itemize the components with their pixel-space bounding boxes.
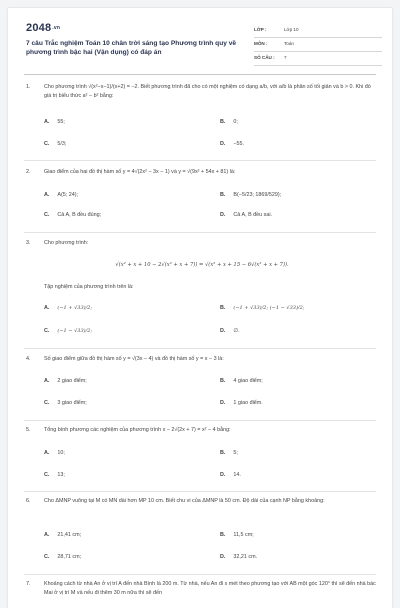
option-d[interactable]: D. 14. <box>220 472 241 478</box>
question-text: Cho phương trình √(x²−x−1)/(x+2) = −2. Biết phương trình đã cho có một nghiệm có dạng a/b, với a/b là phân số tối giản và b > 0. Khi đó giá trị biểu thức a² − b² bằng: <box>44 84 371 99</box>
question-text: Khoảng cách từ nhà An ở vị trí A đến nhà Bình là 200 m. Từ nhà, nếu An đi x mét theo phương tạo với AB một góc 120° thì sẽ đến nhà bác Mai ở vị trí M và nếu đi thêm 30 m nữa thì sẽ đến <box>44 581 376 596</box>
question-number: 4. <box>26 356 31 362</box>
question-number: 3. <box>26 240 31 246</box>
option-c[interactable]: C. 5/3; <box>44 141 67 147</box>
header-divider <box>24 74 376 75</box>
question-divider <box>24 420 376 421</box>
option-b[interactable]: B. 5; <box>220 450 238 456</box>
meta-table <box>254 24 382 66</box>
meta-value: Toán <box>284 41 294 46</box>
option-a[interactable]: A. A(5; 24); <box>44 192 79 198</box>
option-d[interactable]: D. ∅. <box>220 328 240 334</box>
question-subtext: Tập nghiệm của phương trình trên là: <box>44 284 134 290</box>
meta-value: Lớp 10 <box>284 27 299 32</box>
meta-value: 7 <box>284 55 287 60</box>
option-d[interactable]: D. −55. <box>220 141 245 147</box>
document-page <box>8 8 392 608</box>
option-b[interactable]: B. B(−5/23; 1869/529); <box>220 192 282 198</box>
option-a[interactable]: A. 10; <box>44 450 65 456</box>
option-c[interactable]: C. 3 giao điểm; <box>44 400 87 406</box>
question-divider <box>24 160 376 161</box>
option-a[interactable]: A. 55; <box>44 119 65 125</box>
meta-key: SỐ CÂU : <box>254 55 275 60</box>
question-text: Số giao điểm giữa đồ thị hàm số y = √(3x − 4) và đồ thị hàm số y = x − 3 là: <box>44 356 224 362</box>
option-c[interactable]: C. Cả A, B đều đúng; <box>44 212 102 218</box>
question-text: Cho phương trình: <box>44 240 89 246</box>
question-text: Cho ΔMNP vuông tại M có MN dài hơn MP 10 cm. Biết chu vi của ΔMNP là 50 cm. Độ dài của cạnh NP bằng khoảng: <box>44 498 325 504</box>
meta-row-count <box>254 52 382 66</box>
question-divider <box>24 491 376 492</box>
question-text: Giao điểm của hai đồ thị hàm số y = 4√(2x² − 3x − 1) và y = √(9x² + 54x + 81) là: <box>44 169 236 175</box>
question-divider <box>24 348 376 349</box>
option-b[interactable]: B. 4 giao điểm; <box>220 378 263 384</box>
meta-key: LỚP : <box>254 27 267 32</box>
question-divider <box>24 232 376 233</box>
site-logo[interactable]: 2048.vn <box>26 22 61 34</box>
question-number: 1. <box>26 84 31 90</box>
option-c[interactable]: C. 28,71 cm; <box>44 554 82 560</box>
option-a[interactable]: A. (−1 + √33)/2; <box>44 305 93 311</box>
question-number: 2. <box>26 169 31 175</box>
option-c[interactable]: C. 13; <box>44 472 65 478</box>
option-b[interactable]: B. 11,5 cm; <box>220 532 254 538</box>
option-c[interactable]: C. (−1 − √33)/2; <box>44 328 93 334</box>
question-text: Tổng bình phương các nghiệm của phương trình x − 2√(2x + 7) = x² − 4 bằng: <box>44 427 231 433</box>
option-b[interactable]: B. (−1 + √33)/2; (−1 − √33)/2; <box>220 305 305 311</box>
meta-row-class <box>254 24 382 38</box>
option-d[interactable]: D. 1 giao điểm. <box>220 400 263 406</box>
question-number: 5. <box>26 427 31 433</box>
question-divider <box>24 574 376 575</box>
meta-key: MÔN : <box>254 41 268 46</box>
meta-row-subject <box>254 38 382 52</box>
option-d[interactable]: D. Cả A, B đều sai. <box>220 212 273 218</box>
option-a[interactable]: A. 2 giao điểm; <box>44 378 87 384</box>
question-number: 7. <box>26 581 31 587</box>
option-d[interactable]: D. 32,21 cm. <box>220 554 258 560</box>
equation: √(x² + x + 10 − 2√(x² + x + 7)) = √(x² + x + 15 − 6√(x² + x + 7)). <box>115 262 289 268</box>
option-b[interactable]: B. 0; <box>220 119 238 125</box>
page-title: 7 câu Trắc nghiệm Toán 10 chân trời sáng tạo Phương trình quy về phương trình bậc hai (Vận dụng) có đáp án <box>26 40 237 56</box>
option-a[interactable]: A. 21,41 cm; <box>44 532 82 538</box>
question-number: 6. <box>26 498 31 504</box>
